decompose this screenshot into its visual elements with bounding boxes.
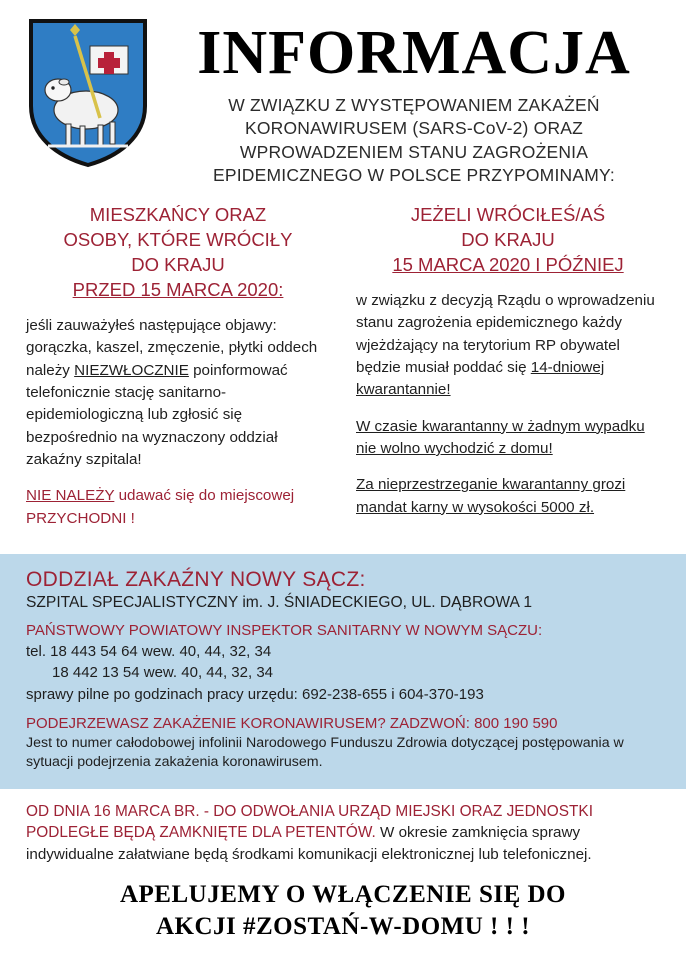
page-title: INFORMACJA — [197, 19, 631, 87]
left-p1-part-b: poinformować telefonicznie stację sanitarno-epidemiologiczną lub zgłosić się bezpośrednio na wyznaczony oddział zakaźny szpitala! — [26, 361, 288, 468]
left-column-heading — [26, 203, 330, 303]
appeal-block — [26, 879, 660, 942]
urgent-contact-line: sprawy pilne po godzinach pracy urzędu: 692-238-655 i 604-370-193 — [26, 685, 484, 703]
left-p2-rest: udawać się do miejscowej PRZYCHODNI ! — [26, 487, 295, 527]
contact-info-panel — [0, 554, 686, 789]
right-heading-line: DO KRAJU — [461, 229, 555, 251]
subtitle-line: WPROWADZENIEM STANU ZAGROŻENIA — [239, 141, 589, 162]
header-text-block — [148, 18, 672, 187]
closure-normal-text: W okresie zamknięcia sprawy indywidualne załatwiane będą środkami komunikacji elektronicznej lub telefonicznej. — [26, 824, 592, 863]
right-heading-line: JEŻELI WRÓCIŁEŚ/AŚ — [410, 204, 606, 226]
right-heading-underlined: 15 MARCA 2020 I PÓŹNIEJ — [392, 254, 624, 275]
coat-of-arms-icon — [28, 18, 148, 168]
office-closure-section — [0, 789, 686, 942]
left-heading-line: MIESZKAŃCY ORAZ — [89, 204, 267, 226]
left-paragraph-1 — [26, 315, 330, 471]
right-paragraph-2: W czasie kwarantanny w żadnym wypadku nie wolno wychodzić z domu! — [356, 417, 645, 458]
left-p1-part-a: jeśli zauważyłeś następujące objawy: gorączka, kaszel, zmęczenie, płytki oddech należy — [26, 316, 318, 379]
left-heading-line: DO KRAJU — [131, 254, 225, 275]
right-p1-part-a: w związku z decyzją Rządu o wprowadzeniu stanu zagrożenia epidemicznego każdy wjeżdżający na terytorium RP obywatel będzie musiał poddać się — [356, 291, 655, 376]
right-column-heading — [356, 203, 660, 278]
left-heading-underlined: PRZED 15 MARCA 2020: — [72, 278, 284, 300]
panel-spacer — [26, 705, 660, 715]
hotline-note: Jest to numer całodobowej infolinii Narodowego Funduszu Zdrowia dotyczącej postępowania w sytuacji podejrzenia zakażenia koronawirusem. — [26, 734, 624, 771]
column-left — [26, 203, 330, 544]
inspector-phone-1: tel. 18 443 54 64 wew. 40, 44, 32, 34 — [26, 643, 272, 661]
right-column-body — [356, 290, 660, 519]
closure-paragraph — [26, 801, 660, 866]
right-paragraph-1 — [356, 290, 660, 402]
poster-header — [0, 0, 686, 187]
inspector-title: PAŃSTWOWY POWIATOWY INSPEKTOR SANITARNY W NOWYM SĄCZU: — [26, 622, 543, 640]
left-p2-emphasis: NIE NALEŻY — [26, 487, 115, 505]
column-right — [356, 203, 660, 544]
appeal-line-1: APELUJEMY O WŁĄCZENIE SIĘ DO — [119, 881, 567, 909]
left-column-body — [26, 315, 330, 530]
left-p1-underlined: NIEZWŁOCZNIE — [74, 361, 189, 379]
left-paragraph-2 — [26, 485, 330, 530]
left-heading-line: OSOBY, KTÓRE WRÓCIŁY — [63, 229, 293, 251]
closure-red-text: OD DNIA 16 MARCA BR. - DO ODWOŁANIA URZĄD MIEJSKI ORAZ JEDNOSTKI PODLEGŁE BĘDĄ ZAMKNIĘTE DLA PETENTÓW. — [26, 802, 593, 842]
header-subtitle — [156, 94, 672, 187]
panel-subtitle: SZPITAL SPECJALISTYCZNY im. J. ŚNIADECKIEGO, UL. DĄBROWA 1 — [26, 594, 533, 612]
inspector-phone-2: 18 442 13 54 wew. 40, 44, 32, 34 — [52, 664, 274, 682]
right-paragraph-3: Za nieprzestrzeganie kwarantanny grozi mandat karny w wysokości 5000 zł. — [356, 476, 626, 516]
appeal-line-2: AKCJI #ZOSTAŃ-W-DOMU ! ! ! — [155, 912, 531, 940]
right-p1-underlined: 14-dniowej kwarantannie! — [356, 359, 605, 399]
two-column-section — [0, 187, 686, 544]
panel-title: ODDZIAŁ ZAKAŹNY NOWY SĄCZ: — [26, 568, 366, 592]
subtitle-line: KORONAWIRUSEM (SARS-CoV-2) ORAZ — [244, 118, 584, 139]
hotline-title: PODEJRZEWASZ ZAKAŻENIE KORONAWIRUSEM? ZADZWOŃ: 800 190 590 — [26, 714, 558, 732]
subtitle-line: EPIDEMICZNEGO W POLSCE PRZYPOMINAMY: — [213, 164, 615, 185]
subtitle-line: W ZWIĄZKU Z WYSTĘPOWANIEM ZAKAŻEŃ — [228, 95, 600, 115]
